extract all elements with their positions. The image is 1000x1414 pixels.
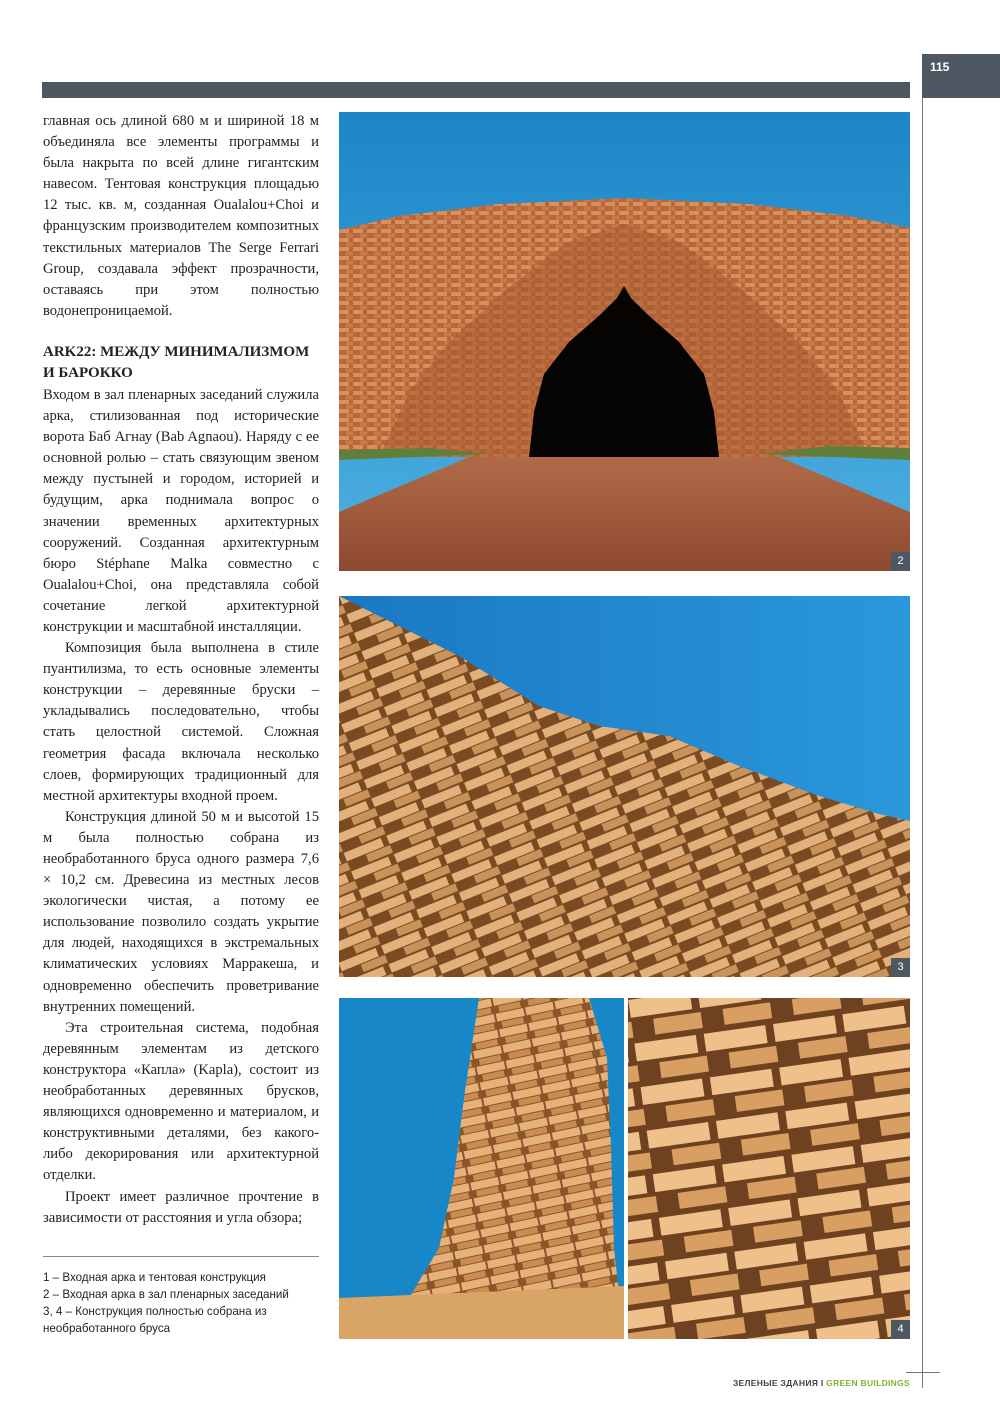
photo-number-badge: 2 bbox=[891, 552, 910, 571]
captions-divider bbox=[43, 1256, 319, 1257]
paragraph-3: Конструкция длиной 50 м и высотой 15 м была полностью собрана из необработанного бруса одного размера 7,6 × 10,2 см. Древесина из местных лесов экологически чистая, а потому ее использование позволило создать укрытие для людей, находящихся в экстремальных климатических условиях Марракеша, и одновременно обеспечить проветривание внутренних помещений. bbox=[43, 808, 319, 1015]
photo-beams-closeup bbox=[628, 998, 910, 1339]
caption-3: 3, 4 – Конструкция полностью собрана из необработанного бруса bbox=[43, 1305, 267, 1335]
article-text-column bbox=[43, 111, 319, 1229]
paragraph-5: Проект имеет различное прочтение в зависимости от расстояния и угла обзора; bbox=[43, 1188, 319, 1226]
photo-number-badge: 4 bbox=[891, 1320, 910, 1339]
page-number-tab bbox=[922, 54, 1000, 98]
photo-facade-detail bbox=[339, 596, 910, 977]
photo-number-badge: 3 bbox=[891, 958, 910, 977]
footer-title-en: GREEN BUILDINGS bbox=[826, 1378, 910, 1388]
footer-separator: I bbox=[820, 1378, 824, 1388]
photo-arch-entrance bbox=[339, 112, 910, 571]
section-heading: ARK22: МЕЖДУ МИНИМАЛИЗМОМ И БАРОККО bbox=[43, 343, 310, 381]
caption-1: 1 – Входная арка и тентовая конструкция bbox=[43, 1271, 266, 1284]
paragraph-4: Эта строительная система, подобная деревянным элементам из детского конструктора «Капла» (Kapla), состоит из необработанных деревянных брусков, являющихся одновременно и материалом, и конструктивными деталями, без какого-либо декорирования или архитектурной отделки. bbox=[43, 1019, 319, 1184]
page-number: 115 bbox=[930, 60, 950, 74]
footer-title-ru: ЗЕЛЕНЫЕ ЗДАНИЯ bbox=[732, 1378, 819, 1388]
photo-timber-tower bbox=[339, 998, 624, 1339]
intro-paragraph: главная ось длиной 680 м и шириной 18 м объединяла все элементы программы и была накрыта по всей длине гигантским навесом. Тентовая конструкция площадью 12 тыс. кв. м, созданная Oualalou+Choi и французским производителем композитных текстильных материалов The Serge Ferrari Group, создавала эффект прозрачности, оставаясь при этом полностью водонепроницаемой. bbox=[43, 113, 319, 319]
paragraph-1: Входом в зал пленарных заседаний служила арка, стилизованная под исторические ворота Баб Агнау (Bab Agnaou). Наряду с ее основной ролью – стать связующим звеном между пустыней и городом, историей и будущим, арка поднимала вопрос о значении временных архитектурных сооружений. Созданная архитектурным бюро Stéphane Malka совместно с Oualalou+Choi, она представляла собой сочетание легкой архитектурной конструкции и масштабной инсталляции. bbox=[43, 386, 319, 635]
paragraph-2: Композиция была выполнена в стиле пуантилизма, то есть основные элементы конструкции – деревянные бруски – укладывались последовательно, чтобы стать целостной системой. Сложная геометрия фасада включала несколько слоев, формирующих традиционный для местной архитектуры входной проем. bbox=[43, 640, 319, 804]
caption-2: 2 – Входная арка в зал пленарных заседаний bbox=[43, 1288, 289, 1301]
crop-mark bbox=[906, 1372, 940, 1373]
margin-rule bbox=[922, 98, 923, 1388]
magazine-footer bbox=[680, 1378, 910, 1388]
photo-captions bbox=[43, 1269, 323, 1337]
header-bar bbox=[42, 82, 910, 98]
